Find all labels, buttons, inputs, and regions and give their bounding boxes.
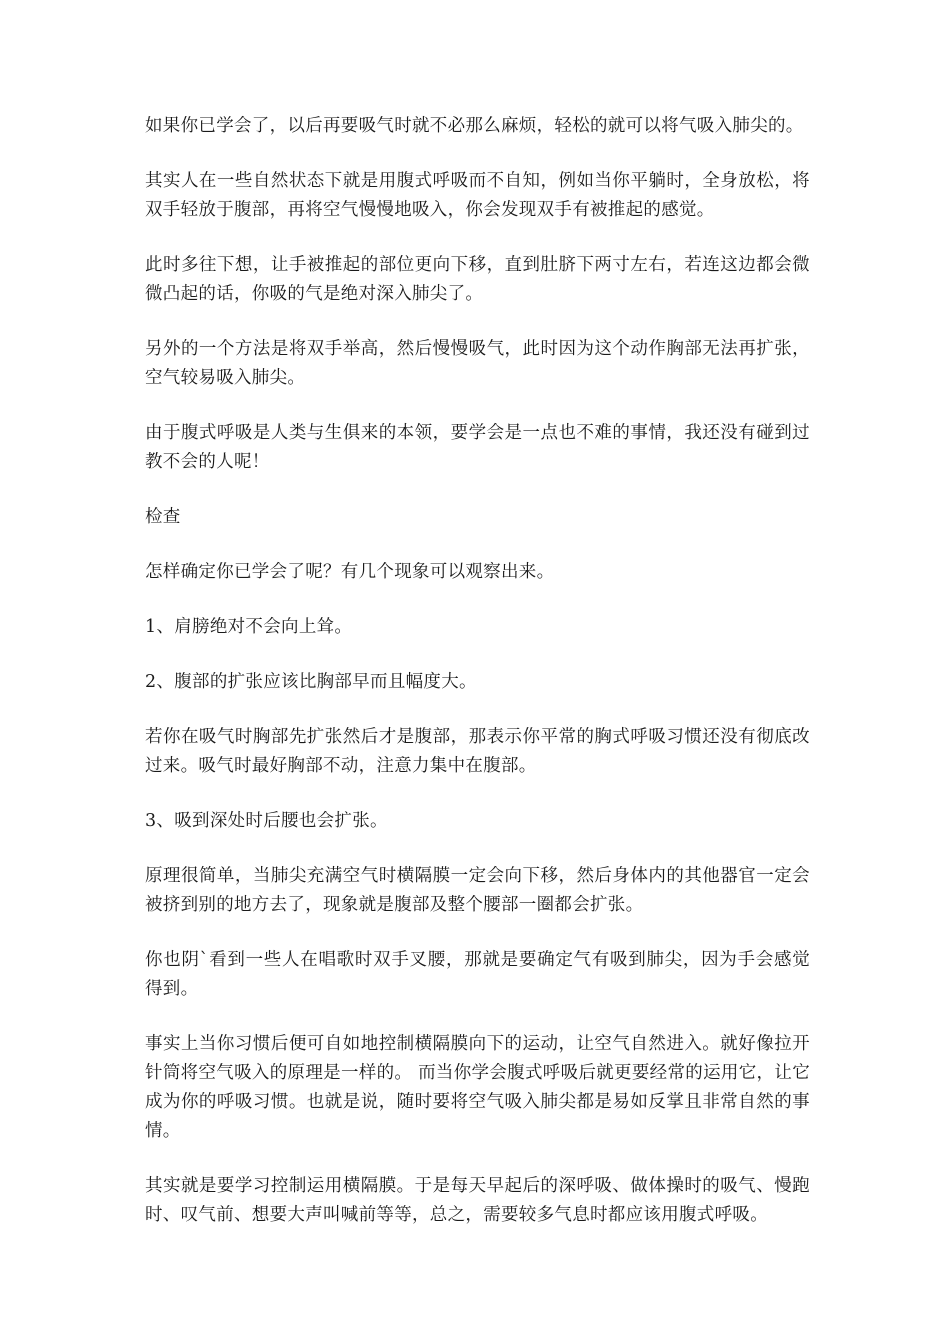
- list-item: 3、吸到深处时后腰也会扩张。: [145, 811, 388, 831]
- paragraph: 你也阴`看到一些人在唱歌时双手叉腰，那就是要确定气有吸到肺尖，因为手会感觉得到。: [145, 950, 810, 999]
- list-item: 2、腹部的扩张应该比胸部早而且幅度大。: [145, 672, 477, 692]
- list-item: 1、肩膀绝对不会向上耸。: [145, 617, 353, 637]
- document-body: [145, 112, 810, 1256]
- paragraph: 由于腹式呼吸是人类与生俱来的本领，要学会是一点也不难的事情，我还没有碰到过教不会的人呢！: [145, 423, 810, 472]
- paragraph: 其实人在一些自然状态下就是用腹式呼吸而不自知，例如当你平躺时，全身放松，将双手轻放于腹部，再将空气慢慢地吸入，你会发现双手有被推起的感觉。: [145, 171, 810, 220]
- paragraph: 事实上当你习惯后便可自如地控制横隔膜向下的运动，让空气自然进入。就好像拉开针筒将空气吸入的原理是一样的。 而当你学会腹式呼吸后就更要经常的运用它，让它成为你的呼吸习惯。也就是说，随时要将空气吸入肺尖都是易如反掌且非常自然的事情。: [145, 1034, 810, 1141]
- paragraph: 其实就是要学习控制运用横隔膜。于是每天早起后的深呼吸、做体操时的吸气、慢跑时、叹气前、想要大声叫喊前等等，总之，需要较多气息时都应该用腹式呼吸。: [145, 1176, 810, 1225]
- paragraph: 若你在吸气时胸部先扩张然后才是腹部，那表示你平常的胸式呼吸习惯还没有彻底改过来。吸气时最好胸部不动，注意力集中在腹部。: [145, 727, 810, 776]
- paragraph: 此时多往下想，让手被推起的部位更向下移，直到肚脐下两寸左右，若连这边都会微微凸起的话，你吸的气是绝对深入肺尖了。: [145, 255, 810, 304]
- paragraph: 另外的一个方法是将双手举高，然后慢慢吸气，此时因为这个动作胸部无法再扩张，空气较易吸入肺尖。: [145, 339, 810, 388]
- paragraph: 怎样确定你已学会了呢？有几个现象可以观察出来。: [145, 562, 555, 582]
- paragraph: 原理很简单，当肺尖充满空气时横隔膜一定会向下移，然后身体内的其他器官一定会被挤到别的地方去了，现象就是腹部及整个腰部一圈都会扩张。: [145, 866, 810, 915]
- paragraph: 如果你已学会了，以后再要吸气时就不必那么麻烦，轻松的就可以将气吸入肺尖的。: [145, 116, 804, 136]
- section-heading: 检查: [145, 507, 181, 527]
